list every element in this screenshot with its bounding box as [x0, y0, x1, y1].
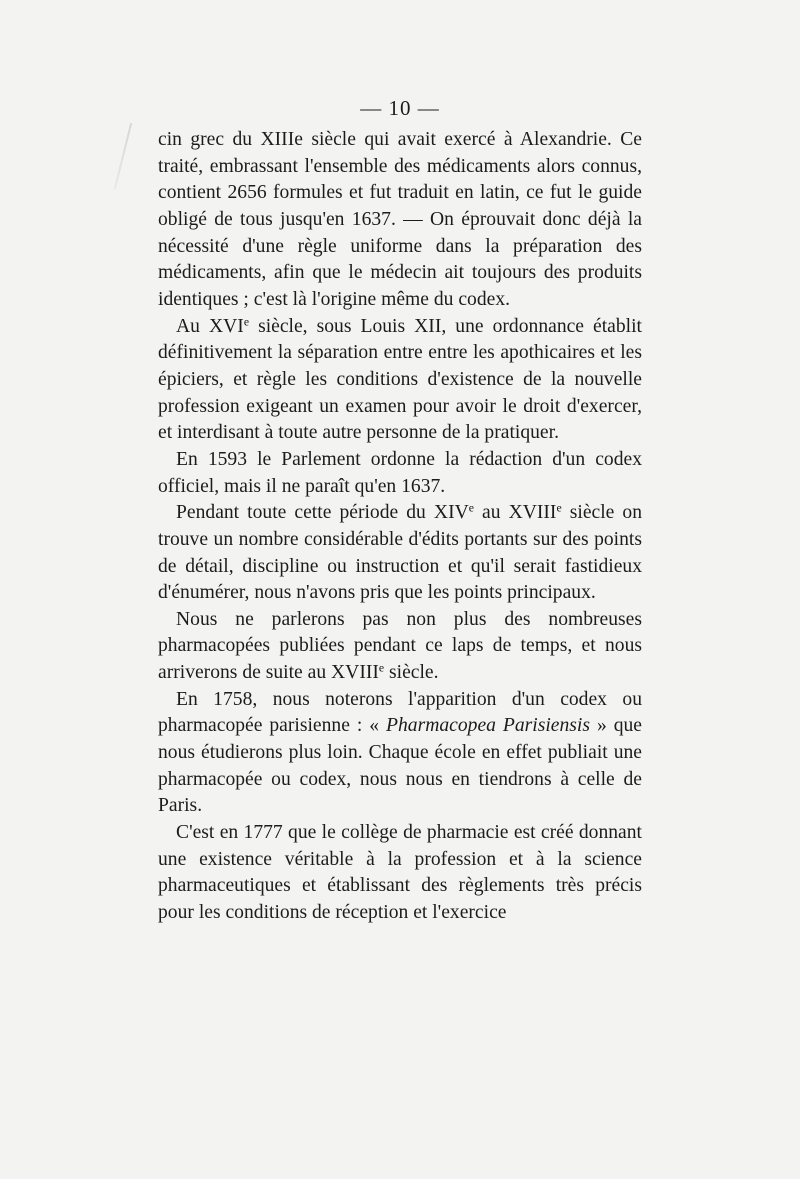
- page-number: — 10 —: [360, 96, 440, 120]
- book-title-italic: Pharmacopea Parisiensis: [386, 715, 590, 737]
- paragraph-text: » que nous étudierons plus loin. Chaque école en effet publiait une pharmacopée ou codex, nous nous en tiendrons à celle de Paris.: [158, 715, 642, 817]
- paragraph-pharmacopees: [158, 607, 642, 687]
- paragraph-text: Pendant toute cette période du XIV: [176, 502, 469, 524]
- paragraph-text: siècle.: [384, 662, 439, 684]
- paragraph-1777: C'est en 1777 que le collège de pharmacie est créé donnant une existence véritable à la profession et à la science pharmaceutiques et établissant des règlements très précis pour les conditions de réception et l'exercice: [158, 822, 642, 924]
- paragraph-periode: [158, 500, 642, 607]
- ordinal-superscript: e: [378, 661, 385, 675]
- ordinal-superscript: e: [243, 315, 250, 329]
- scan-artifact-line: [114, 123, 132, 189]
- paragraph-louis-xii: [158, 314, 642, 447]
- ordinal-superscript: e: [556, 501, 562, 515]
- body-text: [158, 127, 642, 927]
- paragraph-continuation: cin grec du XIIIe siècle qui avait exercé à Alexandrie. Ce traité, embrassant l'ensemble des médicaments alors connus, contient 2656 formules et fut traduit en latin, ce fut le guide obligé de tous jusqu'en 1637. — On éprouvait donc déjà la nécessité d'une règle uniforme dans la préparation des médicaments, afin que le médecin ait toujours des produits identiques ; c'est là l'origine même du codex.: [158, 129, 642, 310]
- paragraph-text: Nous ne parlerons pas non plus des nombreuses pharmacopées publiées pendant ce laps de temps, et nous arriverons de suite au XVIII: [158, 608, 642, 684]
- paragraph-1758: [158, 687, 642, 820]
- paragraph-parlement: En 1593 le Parlement ordonne la rédaction d'un codex officiel, mais il ne paraît qu'en 1637.: [158, 448, 642, 497]
- paragraph-text: En 1758, nous noterons l'apparition d'un codex ou pharmacopée parisienne : «: [158, 688, 642, 737]
- ordinal-superscript: e: [468, 501, 474, 515]
- paragraph-text: siècle on trouve un nombre considérable d'édits portants sur des points de détail, discipline ou instruction et qu'il serait fastidieux d'énumérer, nous n'avons pris que les points principaux.: [158, 502, 643, 604]
- paragraph-text: au XVIII: [473, 502, 557, 524]
- paragraph-text: siècle, sous Louis XII, une ordonnance établit définitivement la séparation entre entre les apothicaires et les épiciers, et règle les conditions d'existence de la nouvelle profession exigeant un examen pour avoir le droit d'exercer, et interdisant à toute autre personne de la pratiquer.: [158, 315, 643, 444]
- paragraph-text: Au XVI: [176, 315, 244, 337]
